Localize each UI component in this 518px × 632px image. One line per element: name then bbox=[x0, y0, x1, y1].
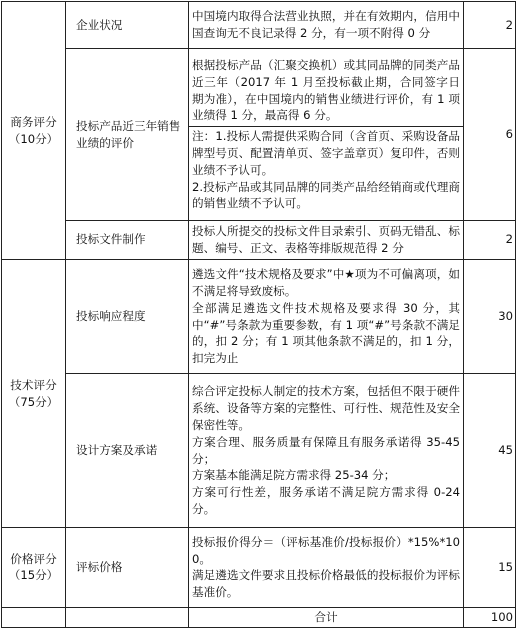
criteria-text: 满足遴选文件要求且投标价格最低的投标报价为评标基准价。 bbox=[192, 568, 460, 600]
table-row bbox=[2, 260, 516, 374]
criteria-cell bbox=[189, 373, 464, 527]
criteria-text: 投标报价得分＝（评标基准价/投标报价）*15%*100。 bbox=[192, 534, 460, 566]
criteria-note: 2.投标产品或其同品牌的同类产品给经销商或代理商的销售业绩不予认可。 bbox=[192, 179, 460, 211]
score-value: 6 bbox=[505, 127, 513, 142]
category-label: 商务评分 bbox=[10, 114, 57, 129]
category-points: （75分） bbox=[8, 394, 59, 409]
criteria-text: 中国境内取得合法营业执照，并在有效期内，信用中国查询无不良记录得 2 分，有一项不附得 0 分 bbox=[192, 9, 460, 41]
total-score-cell bbox=[464, 607, 516, 627]
category-label: 技术评分 bbox=[10, 377, 57, 392]
category-cell-technical bbox=[2, 260, 66, 528]
item-cell bbox=[66, 260, 189, 374]
criteria-text: 方案合理、服务质量有保障且有服务承诺得 35-45 分； bbox=[192, 434, 460, 466]
criteria-text: 综合评定投标人制定的技术方案，包括但不限于硬件系统、设备等方案的完整性、可行性、规范性及安全保密性等。 bbox=[192, 384, 460, 432]
total-item-cell bbox=[66, 607, 189, 627]
table-row bbox=[2, 220, 516, 259]
table-row bbox=[2, 2, 516, 49]
item-label: 投标产品近三年销售业绩的评价 bbox=[76, 118, 181, 150]
item-label: 评标价格 bbox=[76, 560, 123, 575]
total-label: 合计 bbox=[314, 610, 338, 624]
score-value: 15 bbox=[498, 560, 513, 575]
criteria-text: 方案可行性差，服务承诺不满足院方需求得 0-24 分。 bbox=[192, 485, 460, 516]
criteria-cell bbox=[189, 260, 464, 374]
total-score: 100 bbox=[490, 610, 513, 624]
criteria-text: 遴选文件“技术规格及要求”中★项为不可偏离项，如不满足将导致废标。 bbox=[192, 267, 460, 298]
category-cell-price bbox=[2, 528, 66, 608]
item-label: 企业状况 bbox=[76, 17, 123, 32]
item-label: 投标文件制作 bbox=[76, 232, 146, 247]
total-row bbox=[2, 607, 516, 627]
criteria-cell bbox=[189, 220, 464, 259]
item-cell bbox=[66, 528, 189, 608]
criteria-cell bbox=[189, 528, 464, 608]
category-cell-commercial bbox=[2, 2, 66, 260]
category-points: （15分） bbox=[8, 568, 59, 583]
score-value: 45 bbox=[498, 443, 513, 458]
item-cell bbox=[66, 373, 189, 527]
score-value: 2 bbox=[505, 232, 513, 247]
total-label-cell bbox=[189, 607, 464, 627]
score-cell bbox=[464, 260, 516, 374]
criteria-text: 投标人所提交的投标文件目录索引、页码无错乱、标题、编号、正文、表格等排版规范得 2 分 bbox=[192, 224, 460, 255]
table-row bbox=[2, 528, 516, 608]
category-label: 价格评分 bbox=[10, 551, 57, 566]
criteria-text: 方案基本能满足院方需求得 25-34 分； bbox=[192, 468, 396, 483]
criteria-cell bbox=[189, 2, 464, 49]
score-cell bbox=[464, 528, 516, 608]
criteria-cell bbox=[189, 49, 464, 220]
score-cell bbox=[464, 2, 516, 49]
item-cell bbox=[66, 2, 189, 49]
item-cell bbox=[66, 49, 189, 220]
score-value: 2 bbox=[505, 17, 513, 32]
table-row bbox=[2, 373, 516, 527]
criteria-text: 全部满足遴选文件技术规格及要求得 30 分，其中“#”号条款为重要参数，有 1 项“#”号条款不满足的，扣 2 分；有 1 项其他条款不满足的，扣 1 分，扣完为止 bbox=[192, 300, 460, 366]
criteria-text: 根据投标产品（汇聚交换机）或其同品牌的同类产品近三年（2017 年 1 月至投标截止期，合同签字日期为准），在中国境内的销售业绩进行评价，有 1 项业绩得 1 分，最高得 6 分。 bbox=[192, 57, 460, 123]
score-cell bbox=[464, 373, 516, 527]
criteria-note: 注：1.投标人需提供采购合同（含首页、采购设备品牌型号页、配置清单页、签字盖章页）复印件，否则业绩不予认可。 bbox=[189, 126, 463, 178]
table-row bbox=[2, 49, 516, 220]
score-cell bbox=[464, 220, 516, 259]
total-category-cell bbox=[2, 607, 66, 627]
score-value: 30 bbox=[498, 309, 513, 324]
item-label: 投标响应程度 bbox=[76, 309, 146, 324]
score-cell bbox=[464, 49, 516, 220]
item-label: 设计方案及承诺 bbox=[76, 443, 158, 458]
item-cell bbox=[66, 220, 189, 259]
category-points: （10分） bbox=[8, 131, 59, 146]
scoring-table bbox=[1, 1, 516, 628]
